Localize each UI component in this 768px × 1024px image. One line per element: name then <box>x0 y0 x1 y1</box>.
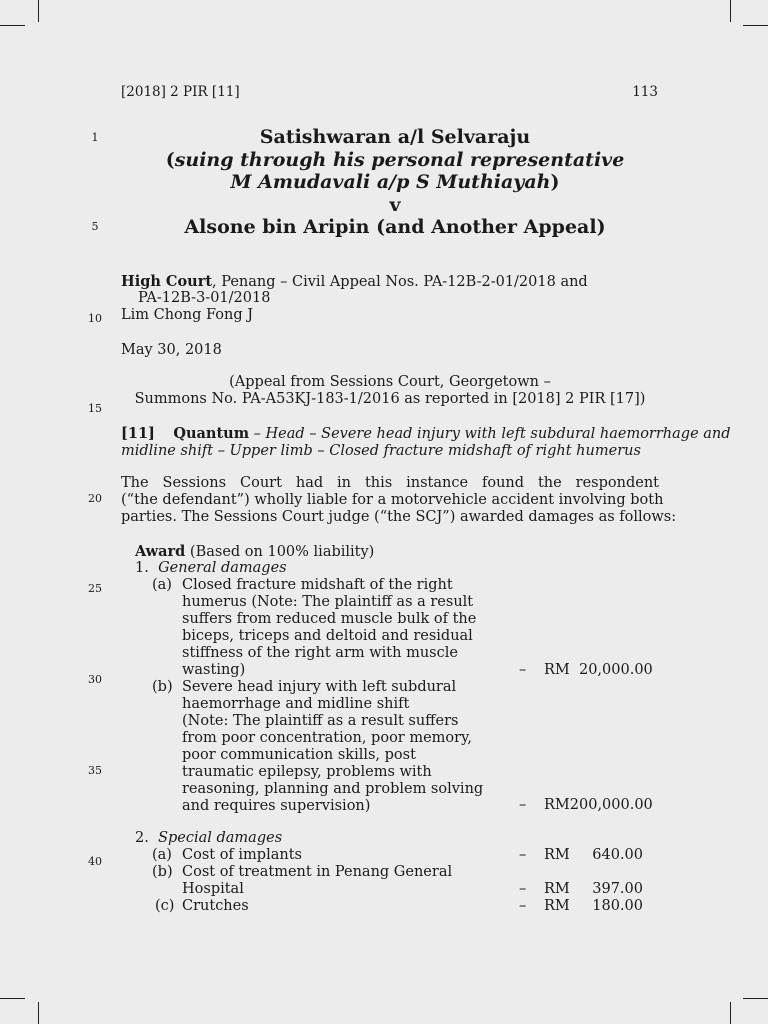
line-number: 35 <box>88 764 102 777</box>
amount-currency: RM <box>544 898 570 914</box>
judge-name: Lim Chong Fong J <box>121 307 254 323</box>
special-damages-heading: 2. Special damages <box>135 830 283 846</box>
award-heading: Award (Based on 100% liability) <box>135 543 375 560</box>
item-label: (b) <box>152 864 173 880</box>
appeal-reference: (Appeal from Sessions Court, Georgetown – Summons No. PA-A53KJ-183-1/2016 as reported in [2018] 2 PIR [17]) <box>134 374 646 407</box>
line-number: 30 <box>88 673 102 686</box>
line-number: 10 <box>88 312 102 325</box>
amount-dash: – <box>519 898 527 914</box>
headnote: [11] Quantum – Head – Severe head injury with left subdural haemorrhage and midline shift – Upper limb – Closed fracture midshaft of right humerus <box>121 425 731 459</box>
amount-currency: RM <box>544 881 570 897</box>
amount-value: 640.00 <box>592 847 643 863</box>
line-number: 40 <box>88 855 102 868</box>
line-number: 20 <box>88 492 102 505</box>
amount-dash: – <box>519 662 527 678</box>
amount-value: 180.00 <box>592 898 643 914</box>
amount-value: 397.00 <box>592 881 643 897</box>
item-label: (a) <box>152 847 172 863</box>
title-versus: v <box>389 193 401 216</box>
title-representative-line: (suing through his personal representative <box>165 148 625 171</box>
line-number: 5 <box>91 220 99 233</box>
court-line-continued: PA-12B-3-01/2018 <box>138 290 271 306</box>
amount-dash: – <box>519 797 527 813</box>
special-damages-item-c: Crutches <box>182 898 249 914</box>
general-damages-heading: 1. General damages <box>135 560 287 576</box>
amount-dash: – <box>519 881 527 897</box>
title-representative-name: M Amudavali a/p S Muthiayah) <box>230 171 560 193</box>
court-line: High Court, Penang – Civil Appeal Nos. PA-12B-2-01/2018 and <box>121 273 588 290</box>
amount-value: RM200,000.00 <box>544 797 653 813</box>
amount-value: RM 20,000.00 <box>544 662 653 678</box>
special-damages-item-a: Cost of implants <box>182 847 302 863</box>
judgment-date: May 30, 2018 <box>121 342 222 358</box>
general-damages-item-a: Closed fracture midshaft of the right humerus (Note: The plaintiff as a result suffers from reduced muscle bulk of the biceps, triceps and deltoid and residual stiffness of the right arm with muscle wasting) <box>182 577 477 678</box>
item-label: (b) <box>152 679 173 695</box>
amount-dash: – <box>519 847 527 863</box>
item-label: (c) <box>155 898 175 914</box>
line-number: 1 <box>91 131 99 144</box>
amount-currency: RM <box>544 847 570 863</box>
line-number: 15 <box>88 402 102 415</box>
general-damages-item-b: Severe head injury with left subdural haemorrhage and midline shift (Note: The plaintiff as a result suffers from poor concentration, poor memory, poor communication skills, post traumatic epilepsy, problems with reasoning, planning and problem solving and requires supervision) <box>182 679 484 814</box>
header-page-number: 113 <box>632 84 658 100</box>
headnote-number: [11] <box>121 425 155 442</box>
title-defendant: Alsone bin Aripin (and Another Appeal) <box>184 216 606 238</box>
special-damages-item-b: Cost of treatment in Penang General Hospital <box>182 864 453 897</box>
item-label: (a) <box>152 577 172 593</box>
headnote-keyword: Quantum <box>173 425 250 442</box>
header-citation: [2018] 2 PIR [11] <box>121 84 240 100</box>
case-title <box>130 126 660 239</box>
line-number: 25 <box>88 582 102 595</box>
body-paragraph: The Sessions Court had in this instance found the respondent (“the defendant”) wholly liable for a motorvehicle accident involving both parties. The Sessions Court judge (“the SCJ”) awarded damages as follows: <box>121 475 677 525</box>
title-plaintiff: Satishwaran a/l Selvaraju <box>259 126 531 148</box>
